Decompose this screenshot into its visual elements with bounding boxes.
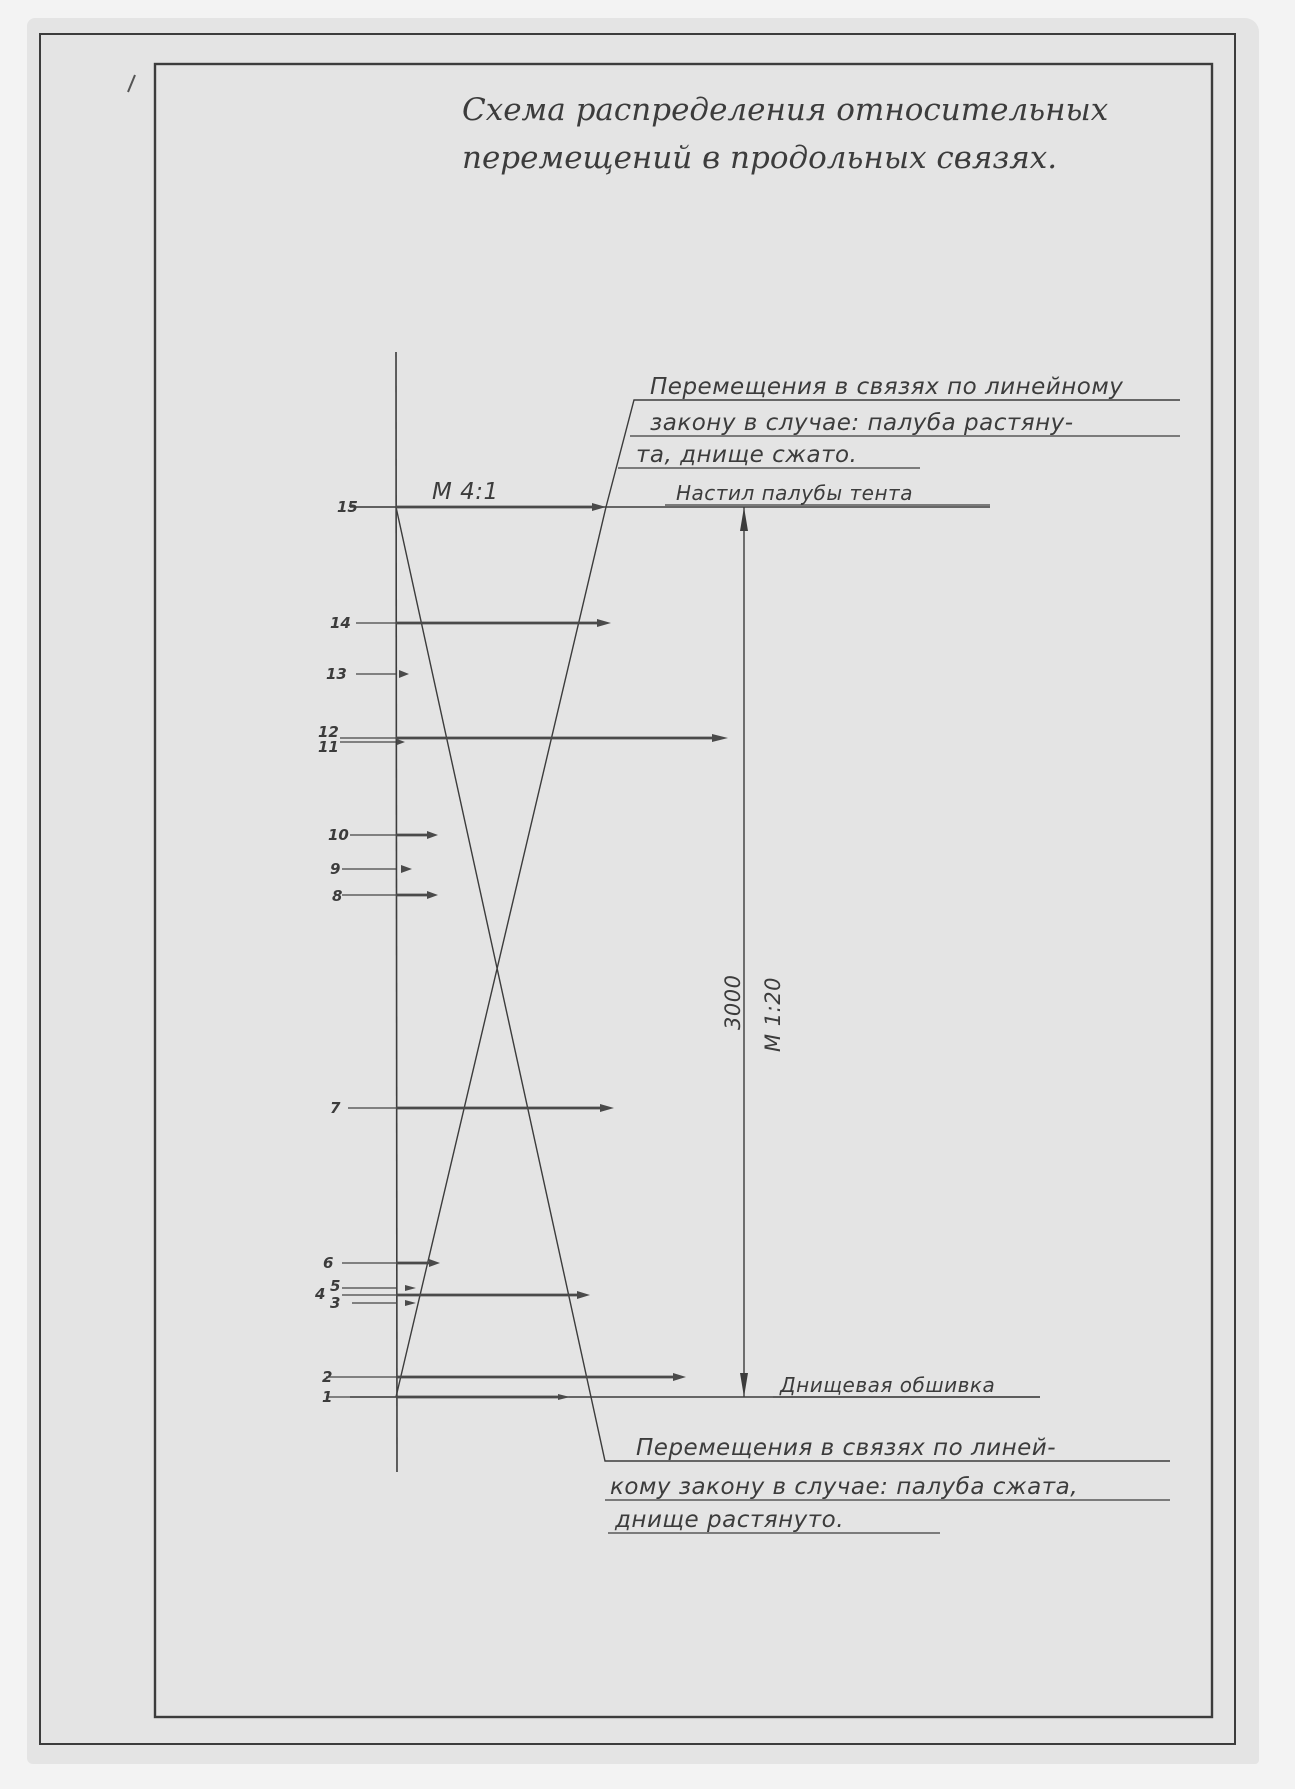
arrow-11 bbox=[397, 739, 405, 745]
member-label: 8 bbox=[332, 887, 343, 905]
inner-frame bbox=[155, 64, 1212, 1717]
member-label: 1 bbox=[322, 1388, 333, 1406]
linear-law-line-deck-tension bbox=[396, 400, 1180, 1397]
dimension-value: 3000 bbox=[721, 974, 745, 1030]
deck-label: Настил палубы тента bbox=[676, 481, 913, 505]
member-label: 5 bbox=[330, 1277, 341, 1295]
dimension-arrow-top bbox=[740, 507, 748, 531]
member-numbers bbox=[314, 498, 358, 1406]
dimension-scale: М 1:20 bbox=[761, 977, 785, 1052]
title-line-1: Схема распределения относительных bbox=[462, 92, 1109, 128]
member-label: 11 bbox=[318, 738, 339, 756]
member-label: 4 bbox=[315, 1285, 326, 1303]
member-label: 13 bbox=[326, 665, 347, 683]
member-label: 15 bbox=[337, 498, 358, 516]
member-label: 3 bbox=[330, 1294, 341, 1312]
arrow-5 bbox=[405, 1285, 416, 1291]
stray-mark bbox=[128, 75, 135, 92]
member-leaders bbox=[326, 507, 396, 1397]
note-bottom-line-1: Перемещения в связях по линей- bbox=[636, 1435, 1057, 1461]
vertical-axis bbox=[396, 352, 397, 1472]
member-label: 7 bbox=[330, 1099, 341, 1117]
scale-label-left: М 4:1 bbox=[432, 479, 499, 505]
note-top-line-1: Перемещения в связях по линейному bbox=[650, 374, 1124, 400]
title-line-2: перемещений в продольных связях. bbox=[462, 140, 1058, 176]
note-top-line-3: та, днище сжато. bbox=[636, 442, 858, 468]
note-top-line-2: закону в случае: палуба растяну- bbox=[650, 410, 1074, 436]
member-label: 12 bbox=[318, 723, 339, 741]
member-label: 6 bbox=[323, 1254, 334, 1272]
member-label: 9 bbox=[330, 860, 341, 878]
arrow-9 bbox=[401, 865, 412, 873]
member-label: 10 bbox=[328, 826, 349, 844]
member-label: 14 bbox=[330, 614, 351, 632]
arrow-3 bbox=[405, 1300, 416, 1306]
bottom-label: Днищевая обшивка bbox=[780, 1373, 996, 1397]
note-bottom-line-2: кому закону в случае: палуба сжата, bbox=[610, 1474, 1078, 1500]
dimension-arrow-bottom bbox=[740, 1373, 748, 1397]
arrow-13 bbox=[399, 670, 409, 678]
member-label: 2 bbox=[322, 1368, 333, 1386]
note-bottom-line-3: днище растянуто. bbox=[615, 1507, 845, 1533]
